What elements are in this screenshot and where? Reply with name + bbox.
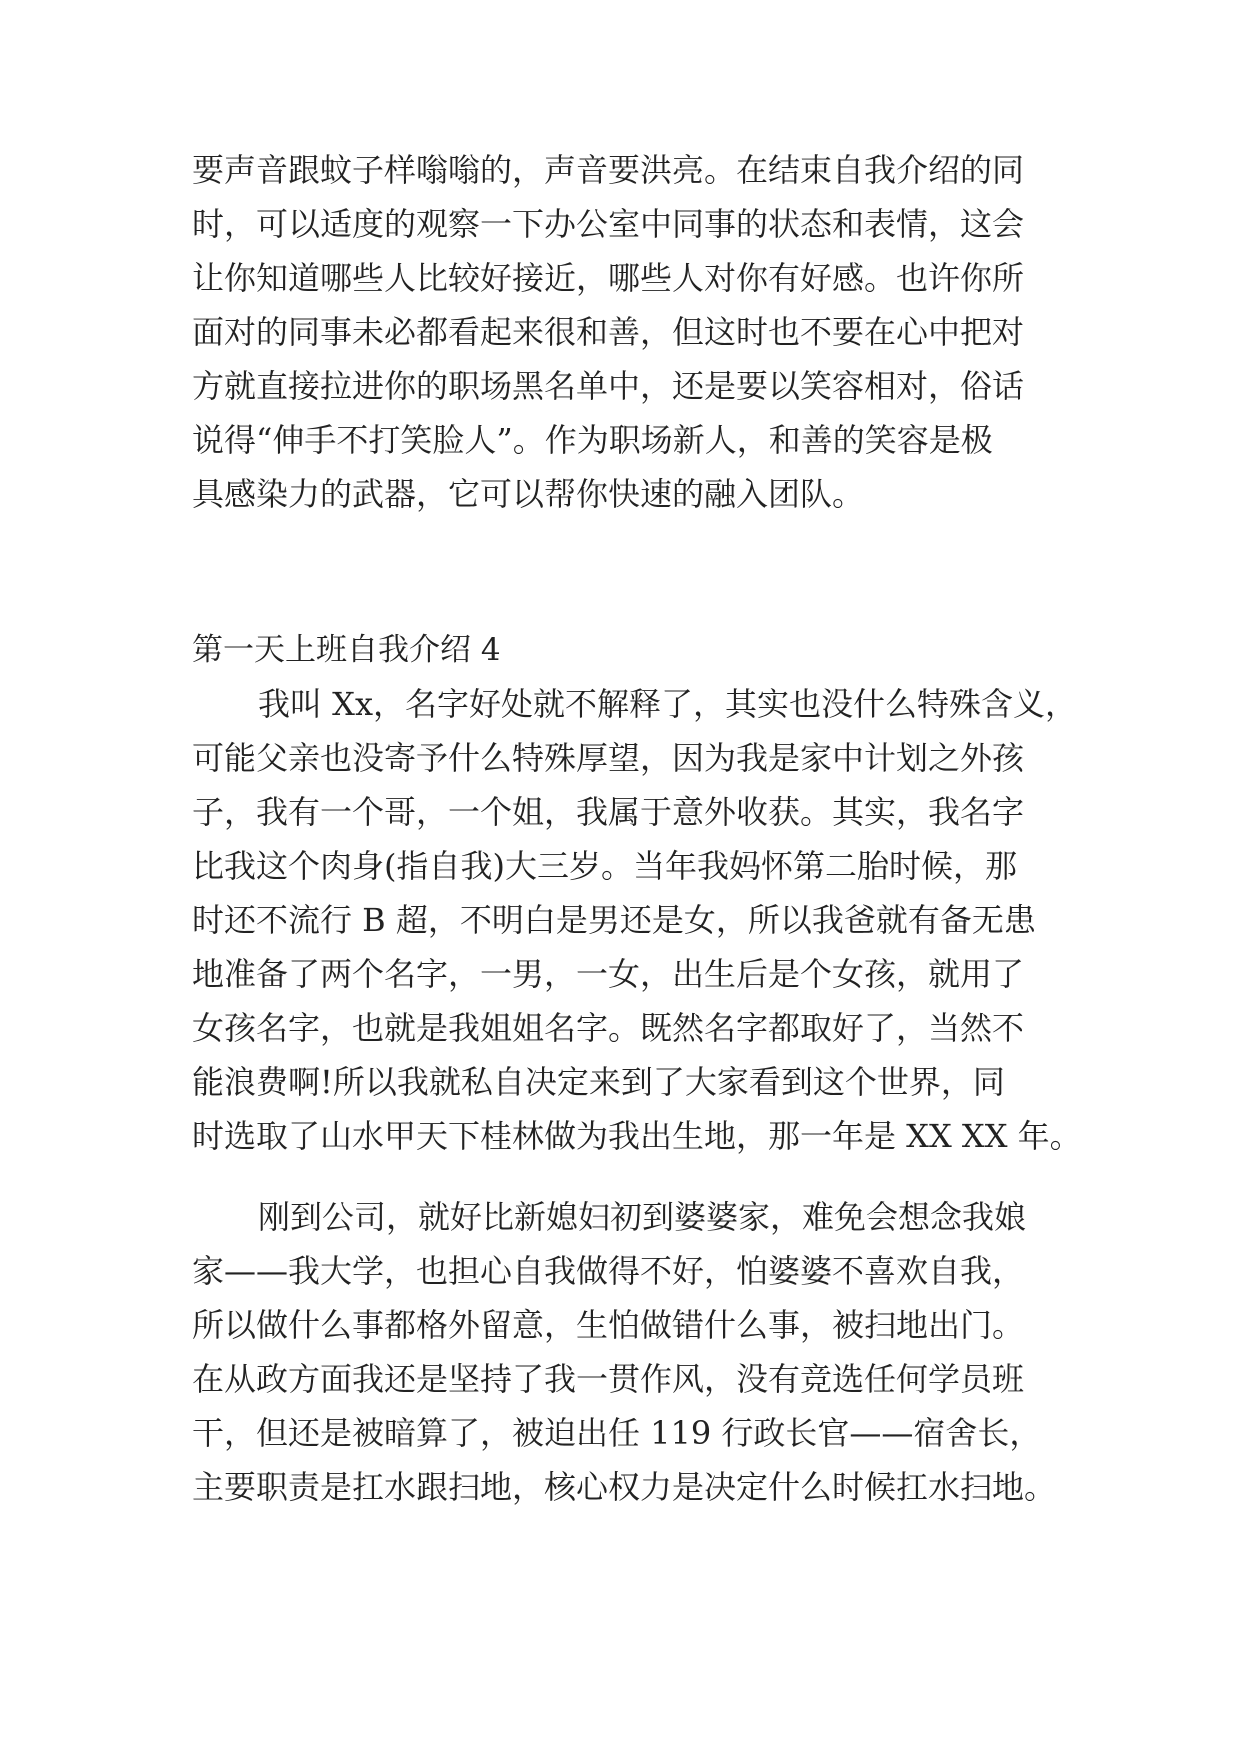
text-line: 让你知道哪些人比较好接近，哪些人对你有好感。也许你所 [192,259,1025,297]
text-line: 家——我大学，也担心自我做得不好，怕婆婆不喜欢自我， [192,1252,1025,1290]
text-line: 要声音跟蚊子样嗡嗡的，声音要洪亮。在结束自我介绍的同 [192,151,1025,189]
text-line: 方就直接拉进你的职场黑名单中，还是要以笑容相对，俗话 [192,367,1025,405]
text-line: 面对的同事未必都看起来很和善，但这时也不要在心中把对 [192,313,1025,351]
text-line: 说得“伸手不打笑脸人”。作为职场新人，和善的笑容是极 [192,421,993,459]
text-line: 时选取了山水甲天下桂林做为我出生地，那一年是 XX XX 年。 [192,1117,1082,1155]
text-line: 时，可以适度的观察一下办公室中同事的状态和表情，这会 [192,205,1025,243]
text-line: 时还不流行 B 超，不明白是男还是女，所以我爸就有备无患 [192,901,1036,939]
text-line: 比我这个肉身(指自我)大三岁。当年我妈怀第二胎时候，那 [192,847,1017,885]
text-line: 能浪费啊!所以我就私自决定来到了大家看到这个世界，同 [192,1063,1005,1101]
text-line: 刚到公司，就好比新媳妇初到婆婆家，难免会想念我娘 [258,1198,1027,1236]
text-line: 干，但还是被暗算了，被迫出任 119 行政长官——宿舍长， [192,1414,1042,1452]
text-line: 所以做什么事都格外留意，生怕做错什么事，被扫地出门。 [192,1306,1025,1344]
text-line: 地准备了两个名字，一男，一女，出生后是个女孩，就用了 [192,955,1025,993]
text-line: 女孩名字，也就是我姐姐名字。既然名字都取好了，当然不 [192,1009,1025,1047]
section-heading: 第一天上班自我介绍 4 [192,632,501,668]
text-line: 子，我有一个哥，一个姐，我属于意外收获。其实，我名字 [192,793,1025,831]
text-line: 主要职责是扛水跟扫地，核心权力是决定什么时候扛水扫地。 [192,1468,1057,1506]
text-line: 在从政方面我还是坚持了我一贯作风，没有竞选任何学员班 [192,1360,1025,1398]
text-line: 具感染力的武器，它可以帮你快速的融入团队。 [192,475,865,513]
text-line: 我叫 Xx，名字好处就不解释了，其实也没什么特殊含义， [258,685,1078,723]
text-line: 可能父亲也没寄予什么特殊厚望，因为我是家中计划之外孩 [192,739,1025,777]
